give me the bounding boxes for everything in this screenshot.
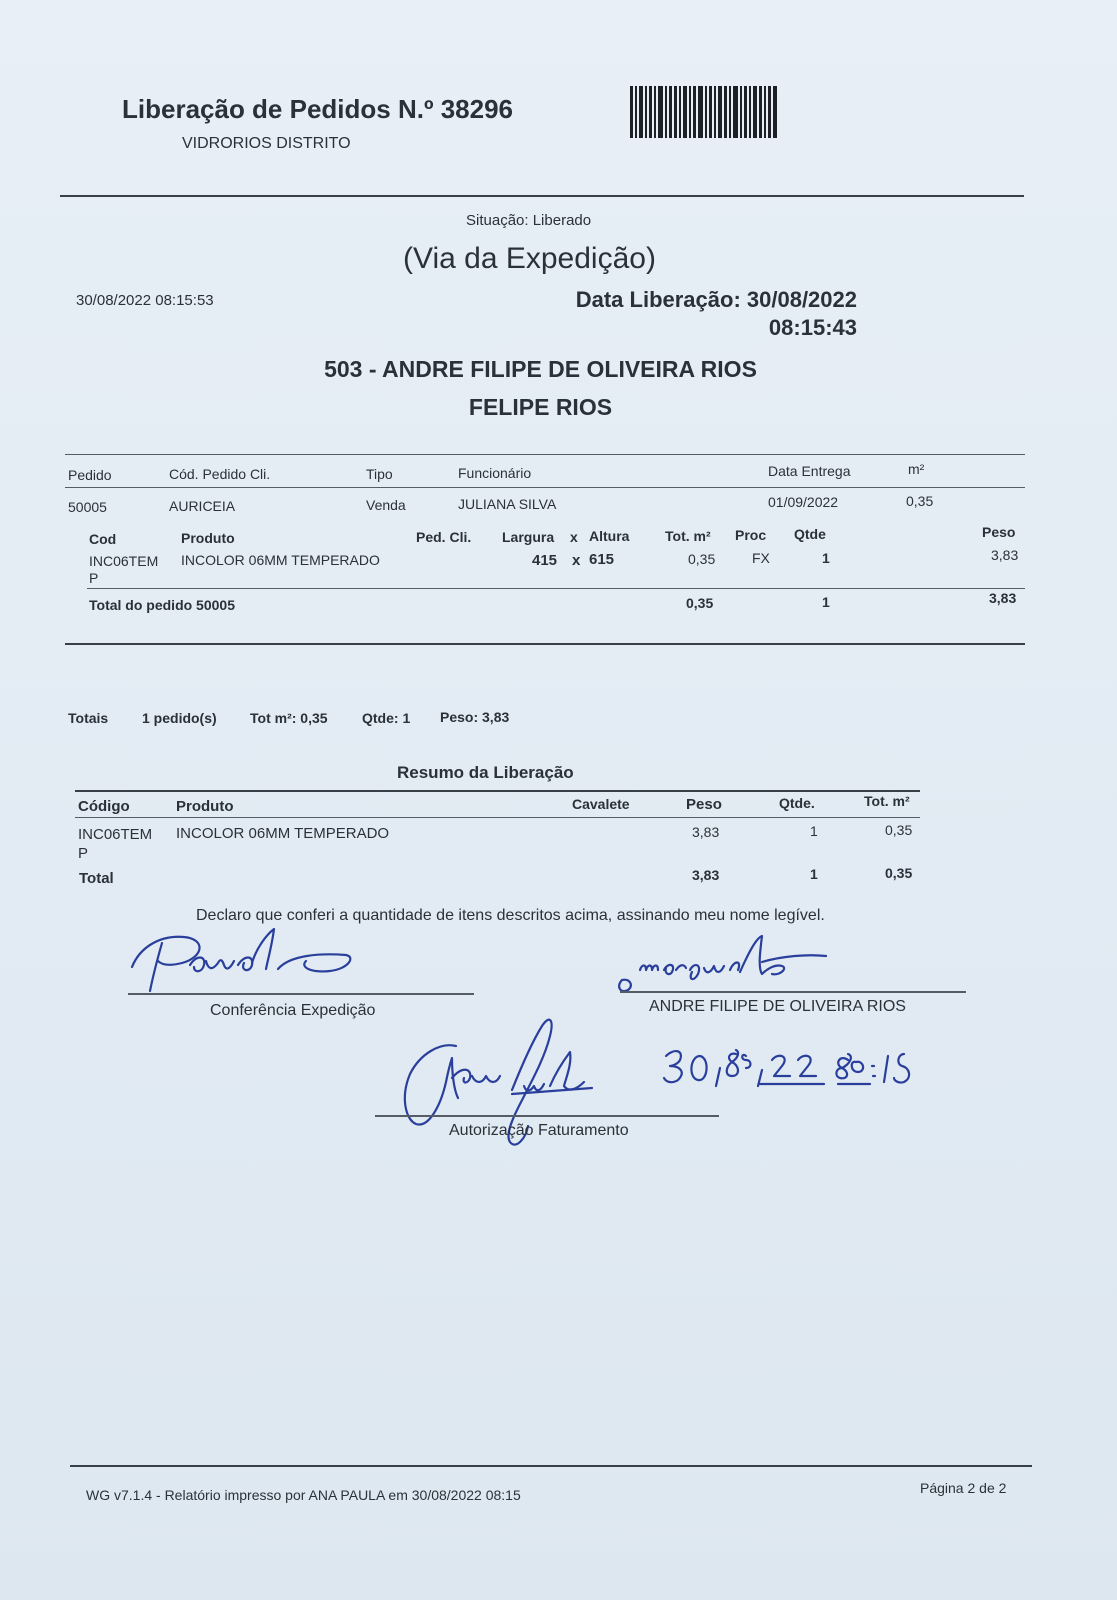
summary-title: Resumo da Liberação bbox=[397, 763, 574, 782]
order-total-m2: 0,35 bbox=[686, 595, 714, 611]
cell-peso: 3,83 bbox=[991, 547, 1019, 563]
col-ped-cli: Ped. Cli. bbox=[416, 529, 472, 545]
summary-total-tot-m2: 0,35 bbox=[885, 865, 913, 881]
declaration-text: Declaro que conferi a quantidade de itens descritos acima, assinando meu nome legível. bbox=[196, 907, 825, 924]
summary-col-codigo: Código bbox=[78, 798, 130, 815]
summary-cell-tot-m2: 0,35 bbox=[885, 822, 913, 838]
cell-pedido: 50005 bbox=[68, 499, 107, 515]
cell-produto: INCOLOR 06MM TEMPERADO bbox=[181, 552, 380, 568]
barcode-icon bbox=[630, 86, 800, 138]
summary-cell-codigo-line1: INC06TEM bbox=[78, 826, 153, 843]
col-funcionario: Funcionário bbox=[458, 465, 532, 481]
cell-tipo: Venda bbox=[366, 497, 406, 513]
company-name: VIDRORIOS DISTRITO bbox=[182, 135, 351, 152]
col-x: x bbox=[570, 529, 578, 545]
autorizacao-line bbox=[375, 1115, 719, 1117]
conferencia-line bbox=[128, 993, 474, 995]
conferencia-label: Conferência Expedição bbox=[210, 1002, 376, 1019]
autorizacao-label: Autorização Faturamento bbox=[449, 1122, 629, 1139]
cell-proc: FX bbox=[752, 550, 770, 566]
col-produto: Produto bbox=[181, 530, 235, 546]
handwritten-date bbox=[660, 1042, 945, 1092]
page-number: Página 2 de 2 bbox=[920, 1480, 1007, 1496]
release-date bbox=[527, 286, 857, 342]
order-table-top-line bbox=[65, 454, 1025, 455]
cell-qtde: 1 bbox=[822, 550, 830, 566]
order-total-qtde: 1 bbox=[822, 594, 830, 610]
order-total-label: Total do pedido 50005 bbox=[89, 597, 235, 613]
cell-tot-m2: 0,35 bbox=[688, 551, 716, 567]
summary-total-qtde: 1 bbox=[810, 866, 818, 882]
footer-line bbox=[70, 1465, 1032, 1467]
cliente-line bbox=[620, 991, 966, 993]
cell-data-entrega: 01/09/2022 bbox=[768, 494, 839, 510]
items-total-line bbox=[87, 588, 1025, 589]
col-pedido: Pedido bbox=[68, 467, 112, 483]
totals-qtde: Qtde: 1 bbox=[362, 710, 411, 726]
col-cod: Cod bbox=[89, 531, 117, 547]
cliente-label: ANDRE FILIPE DE OLIVEIRA RIOS bbox=[649, 998, 906, 1015]
summary-cell-qtde: 1 bbox=[810, 823, 818, 839]
totals-peso: Peso: 3,83 bbox=[440, 709, 510, 725]
totals-m2: Tot m²: 0,35 bbox=[250, 710, 328, 726]
summary-total-peso: 3,83 bbox=[692, 867, 720, 883]
copy-type: (Via da Expedição) bbox=[403, 242, 656, 275]
summary-cell-codigo-line2: P bbox=[78, 845, 89, 862]
order-total-peso: 3,83 bbox=[989, 590, 1017, 606]
document-title: Liberação de Pedidos N.º 38296 bbox=[122, 94, 513, 124]
col-largura: Largura bbox=[502, 529, 555, 545]
summary-cell-peso: 3,83 bbox=[692, 824, 720, 840]
client-name: 503 - ANDRE FILIPE DE OLIVEIRA RIOS bbox=[324, 356, 757, 382]
summary-col-produto: Produto bbox=[176, 798, 234, 815]
col-altura: Altura bbox=[589, 528, 630, 544]
status-text: Situação: Liberado bbox=[466, 212, 592, 229]
cliente-signature bbox=[612, 930, 842, 1000]
summary-col-peso: Peso bbox=[686, 796, 722, 813]
col-tot-m2: Tot. m² bbox=[665, 528, 711, 544]
col-m2: m² bbox=[908, 461, 925, 477]
client-block bbox=[0, 350, 1117, 426]
col-peso: Peso bbox=[982, 524, 1016, 540]
col-tipo: Tipo bbox=[366, 466, 393, 482]
summary-top-line bbox=[75, 790, 920, 792]
summary-header-line bbox=[75, 817, 920, 818]
summary-col-cavalete: Cavalete bbox=[572, 796, 630, 812]
summary-col-qtde: Qtde. bbox=[779, 795, 815, 811]
release-date-label: Data Liberação: 30/08/2022 bbox=[575, 287, 857, 312]
cell-altura: 615 bbox=[589, 551, 615, 568]
summary-cell-produto: INCOLOR 06MM TEMPERADO bbox=[176, 825, 390, 842]
cell-largura: 415 bbox=[532, 552, 558, 569]
cell-x: x bbox=[572, 552, 581, 569]
order-table-header-line bbox=[65, 487, 1025, 488]
col-cod-pedido-cli: Cód. Pedido Cli. bbox=[169, 466, 271, 482]
client-nickname: FELIPE RIOS bbox=[468, 394, 613, 420]
summary-col-tot-m2: Tot. m² bbox=[864, 793, 910, 809]
totals-label: Totais bbox=[68, 710, 109, 726]
cell-m2: 0,35 bbox=[906, 493, 934, 509]
footer-printed-by: WG v7.1.4 - Relatório impresso por ANA PAULA em 30/08/2022 08:15 bbox=[86, 1487, 521, 1503]
cell-cod-line1: INC06TEM bbox=[89, 553, 159, 569]
totals-pedidos: 1 pedido(s) bbox=[142, 710, 217, 726]
summary-total-label: Total bbox=[79, 870, 114, 887]
order-section-bottom-line bbox=[65, 643, 1025, 645]
header-divider bbox=[60, 195, 1024, 197]
release-time: 08:15:43 bbox=[768, 315, 857, 340]
printed-timestamp: 30/08/2022 08:15:53 bbox=[76, 292, 214, 309]
col-data-entrega: Data Entrega bbox=[768, 463, 851, 479]
cell-funcionario: JULIANA SILVA bbox=[458, 496, 557, 512]
cell-cod-line2: P bbox=[89, 570, 99, 586]
col-proc: Proc bbox=[735, 527, 767, 543]
conferencia-signature bbox=[120, 925, 380, 1000]
col-qtde: Qtde bbox=[794, 526, 826, 542]
cell-cod-pedido-cli: AURICEIA bbox=[169, 498, 236, 514]
